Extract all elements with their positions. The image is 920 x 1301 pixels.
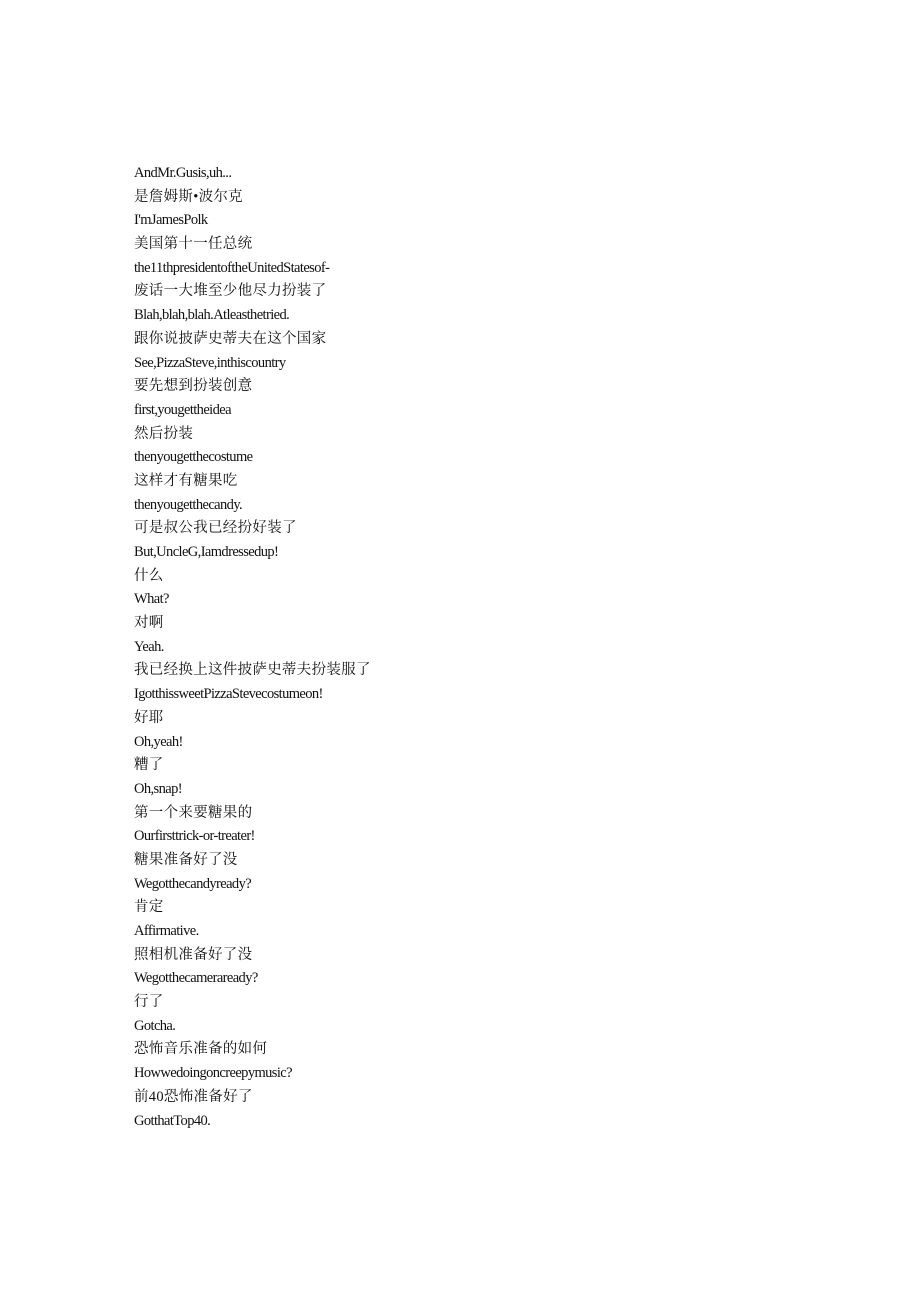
transcript-line: 第一个来要糖果的 xyxy=(134,804,253,821)
transcript-line: But,UncleG,Iamdressedup! xyxy=(134,544,279,560)
transcript-line: 废话一大堆至少他尽力扮装了 xyxy=(134,283,327,300)
transcript-line: 这样才有糖果吃 xyxy=(134,472,238,489)
transcript-line: 照相机准备好了没 xyxy=(134,946,253,963)
transcript-line: 我已经换上这件披萨史蒂夫扮装服了 xyxy=(134,662,371,679)
transcript-line: 要先想到扮装创意 xyxy=(134,378,253,395)
transcript-line: Wegotthecandyready? xyxy=(134,875,252,892)
transcript-line: AndMr.Gusis,uh... xyxy=(134,165,232,181)
transcript-line: 然后扮装 xyxy=(134,425,194,442)
transcript-line: thenyougetthecandy. xyxy=(134,496,243,513)
transcript-line: What? xyxy=(134,591,169,608)
transcript-line: Oh,yeah! xyxy=(134,733,183,750)
transcript-line: GotthatTop40. xyxy=(134,1112,211,1129)
transcript-line: 行了 xyxy=(134,994,164,1011)
transcript-line: 糖果准备好了没 xyxy=(134,851,238,868)
transcript-line: Wegotthecameraready? xyxy=(134,970,258,987)
transcript-line: first,yougettheidea xyxy=(134,401,231,418)
transcript-line: Yeah. xyxy=(134,638,164,655)
transcript-line: thenyougetthecostume xyxy=(134,449,253,466)
transcript-line: 恐怖音乐准备的如何 xyxy=(134,1041,268,1058)
transcript-line: I'mJamesPolk xyxy=(134,212,208,229)
transcript-line: Ourfirsttrick-or-treater! xyxy=(134,828,255,845)
transcript-line: See,PizzaSteve,inthiscountry xyxy=(134,354,286,371)
transcript-line: Oh,snap! xyxy=(134,780,182,797)
transcript-line: 什么 xyxy=(134,567,164,584)
transcript-line: IgotthissweetPizzaStevecostumeon! xyxy=(134,686,323,703)
transcript-line: 前40恐怖准备好了 xyxy=(134,1088,253,1105)
transcript-line: 糟了 xyxy=(134,757,164,774)
transcript-line: 好耶 xyxy=(134,709,164,726)
transcript-line: 美国第十一任总统 xyxy=(134,236,253,253)
transcript-line: 可是叔公我已经扮好装了 xyxy=(134,520,297,537)
subtitle-transcript xyxy=(134,162,834,1133)
transcript-line: 肯定 xyxy=(134,899,164,916)
transcript-line: 跟你说披萨史蒂夫在这个国家 xyxy=(134,330,327,347)
transcript-line: 对啊 xyxy=(134,615,164,632)
transcript-line: Howwedoingoncreepymusic? xyxy=(134,1065,292,1082)
transcript-line: the11thpresidentoftheUnitedStatesof- xyxy=(134,259,330,276)
transcript-line: Blah,blah,blah.Atleasthetried. xyxy=(134,307,290,324)
transcript-line: 是詹姆斯•波尔克 xyxy=(134,188,243,205)
transcript-line: Affirmative. xyxy=(134,923,199,939)
transcript-line: Gotcha. xyxy=(134,1017,176,1034)
